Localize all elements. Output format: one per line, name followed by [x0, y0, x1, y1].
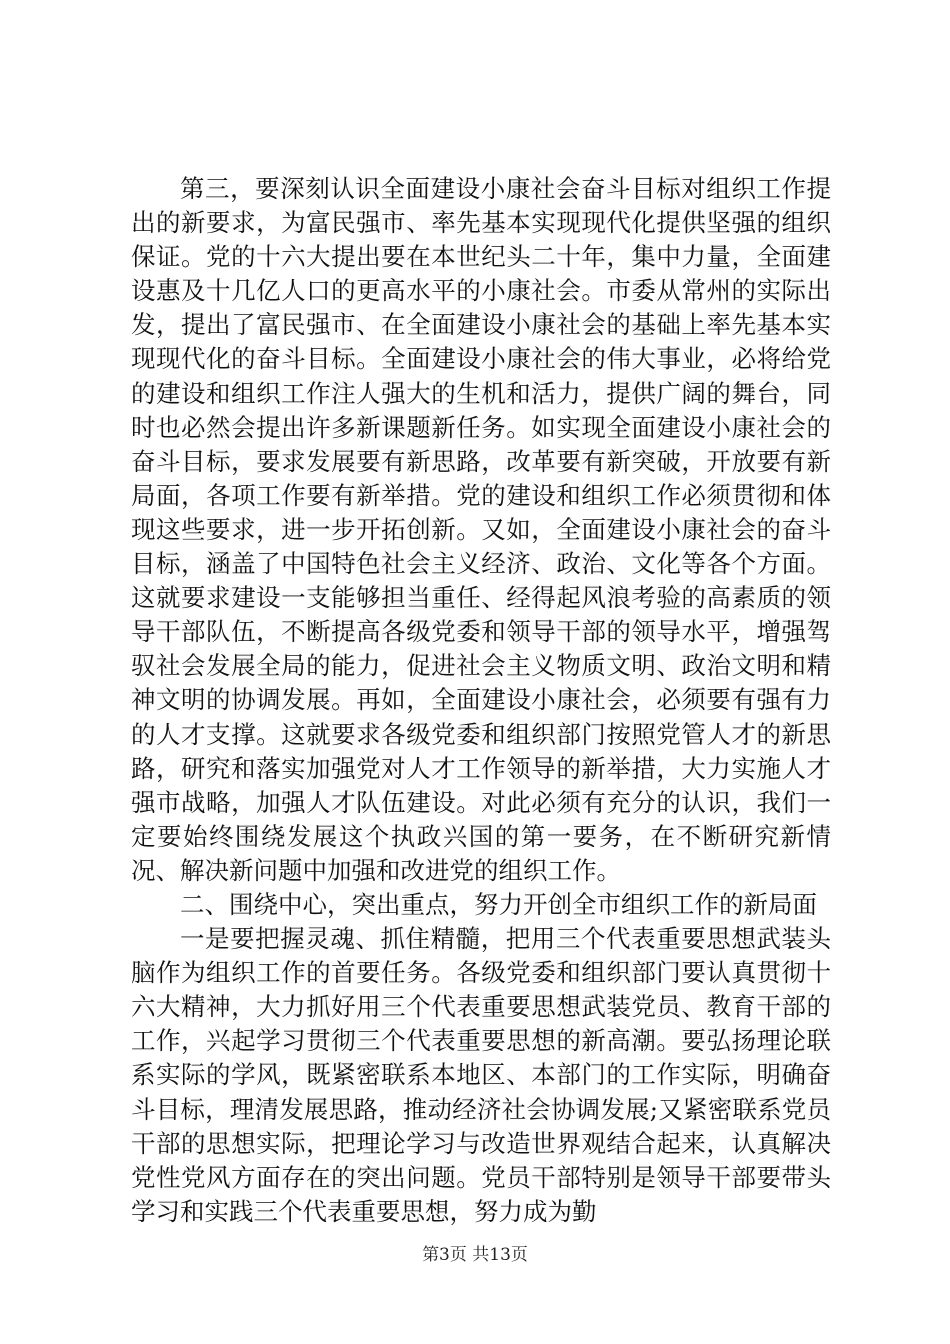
- paragraph-first-task: 一是要把握灵魂、抓住精髓，把用三个代表重要思想武装头脑作为组织工作的首要任务。各级党委和组织部门要认真贯彻十六大精神，大力抓好用三个代表重要思想武装党员、教育干部的工作，兴起学习贯彻三个代表重要思想的新高潮。要弘扬理论联系实际的学风，既紧密联系本地区、本部门的工作实际，明确奋斗目标，理清发展思路，推动经济社会协调发展;又紧密联系党员干部的思想实际，把理论学习与改造世界观结合起来，认真解决党性党风方面存在的突出问题。党员干部特别是领导干部要带头学习和实践三个代表重要思想，努力成为勤: [131, 924, 831, 1226]
- section-heading-two: 二、围绕中心，突出重点，努力开创全市组织工作的新局面: [180, 889, 817, 919]
- page-number-footer: 第3页 共13页: [422, 1245, 528, 1265]
- paragraph-third-point: 第三，要深刻认识全面建设小康社会奋斗目标对组织工作提出的新要求，为富民强市、率先基本实现现代化提供坚强的组织保证。党的十六大提出要在本世纪头二十年，集中力量，全面建设惠及十几亿人口的更高水平的小康社会。市委从常州的实际出发，提出了富民强市、在全面建设小康社会的基础上率先基本实现现代化的奋斗目标。全面建设小康社会的伟大事业，必将给党的建设和组织工作注人强大的生机和活力，提供广阔的舞台，同时也必然会提出许多新课题新任务。如实现全面建设小康社会的奋斗目标，要求发展要有新思路，改革要有新突破，开放要有新局面，各项工作要有新举措。党的建设和组织工作必须贯彻和体现这些要求，进一步开拓创新。又如，全面建设小康社会的奋斗目标，涵盖了中国特色社会主义经济、政治、文化等各个方面。这就要求建设一支能够担当重任、经得起风浪考验的高素质的领导干部队伍，不断提高各级党委和领导干部的领导水平，增强驾驭社会发展全局的能力，促进社会主义物质文明、政治文明和精神文明的协调发展。再如，全面建设小康社会，必须要有强有力的人才支撑。这就要求各级党委和组织部门按照党管人才的新思路，研究和落实加强党对人才工作领导的新举措，大力实施人才强市战略，加强人才队伍建设。对此必须有充分的认识，我们一定要始终围绕发展这个执政兴国的第一要务，在不断研究新情况、解决新问题中加强和改进党的组织工作。: [131, 174, 831, 885]
- body-text: [131, 172, 831, 1229]
